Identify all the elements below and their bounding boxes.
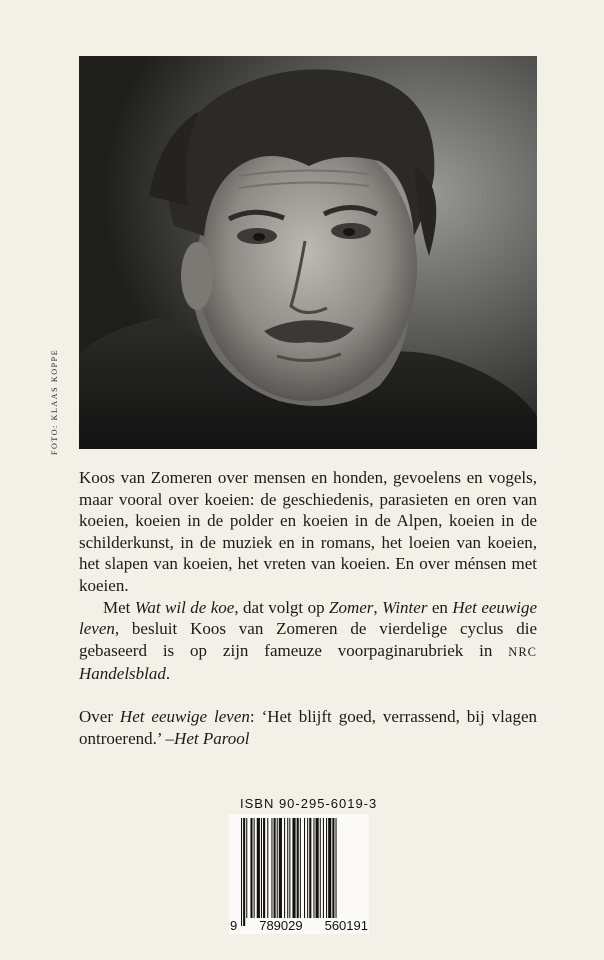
barcode-bar — [323, 818, 324, 918]
blurb-paragraph-2: Met Wat wil de koe, dat volgt op Zomer, Winter en Het eeuwige leven, besluit Koos van Zomeren de vierdelige cyclus die gebaseerd is op zijn fameuze voorpaginarubriek in NRC Handelsblad. — [79, 597, 538, 684]
barcode-bar — [243, 818, 245, 926]
barcode-bar — [246, 818, 247, 918]
newspaper-title: Handelsblad — [79, 664, 166, 684]
barcode-bar — [250, 818, 252, 918]
barcode-bars — [229, 814, 369, 934]
barcode-bar — [267, 818, 268, 918]
blurb-text — [79, 467, 537, 749]
barcode-bar — [326, 818, 327, 918]
barcode-bar — [300, 818, 301, 918]
barcode-bar — [292, 818, 295, 918]
blurb-paragraph-1: Koos van Zomeren over mensen en honden, gevoelens en vogels, maar vooral over koeien: de geschiedenis, parasieten en oren van koeien, koeien in de polder en koeien in de Alpen, koeien in de schilderkunst, in de muziek en in romans, het loeien van koeien, het slapen van koeien, het vreten van koeien. En over ménsen met koeien. — [79, 468, 537, 595]
barcode-bar — [328, 818, 331, 918]
barcode-bar — [332, 818, 334, 918]
author-photo — [79, 56, 537, 449]
barcode-bar — [284, 818, 285, 918]
book-title: Het eeuwige leven — [79, 597, 538, 639]
barcode-bar — [309, 818, 311, 918]
barcode-bar — [297, 818, 299, 918]
barcode-bar — [304, 818, 305, 918]
barcode-bar — [241, 818, 242, 926]
barcode-bar — [257, 818, 260, 918]
book-title: Het eeuwige leven — [119, 706, 250, 726]
book-title: Winter — [382, 597, 428, 617]
author-portrait-image — [79, 56, 537, 449]
review-quote: Over Het eeuwige leven: ‘Het blijft goed, verrassend, bij vlagen ontroerend.’ –Het Parool — [79, 706, 537, 748]
newspaper-abbrev: NRC — [508, 644, 537, 659]
barcode-digits — [229, 918, 369, 933]
barcode-bar — [289, 818, 290, 926]
barcode-bar — [313, 818, 314, 918]
barcode-bar — [279, 818, 282, 918]
barcode-bar — [254, 818, 255, 918]
barcode — [229, 814, 369, 934]
barcode-bar — [274, 818, 276, 918]
barcode-bar — [277, 818, 278, 918]
barcode-bar — [263, 818, 265, 918]
barcode-digit-first: 9 — [230, 918, 238, 933]
book-title: Wat wil de koe — [134, 597, 235, 617]
book-title: Zomer — [329, 597, 374, 617]
barcode-bar — [316, 818, 319, 918]
photo-credit: FOTO: KLAAS KOPPE — [50, 348, 59, 455]
barcode-bar — [320, 818, 321, 918]
quote-source: Het Parool — [174, 728, 250, 748]
barcode-bar — [271, 818, 272, 918]
barcode-bar — [307, 818, 308, 918]
barcode-bar — [261, 818, 262, 918]
barcode-bar — [287, 818, 288, 926]
barcode-bar — [336, 818, 337, 926]
barcode-digits-left: 789029 — [259, 918, 303, 933]
barcode-digits-right: 560191 — [324, 918, 368, 933]
isbn-label: ISBN 90-295-6019-3 — [240, 796, 378, 811]
